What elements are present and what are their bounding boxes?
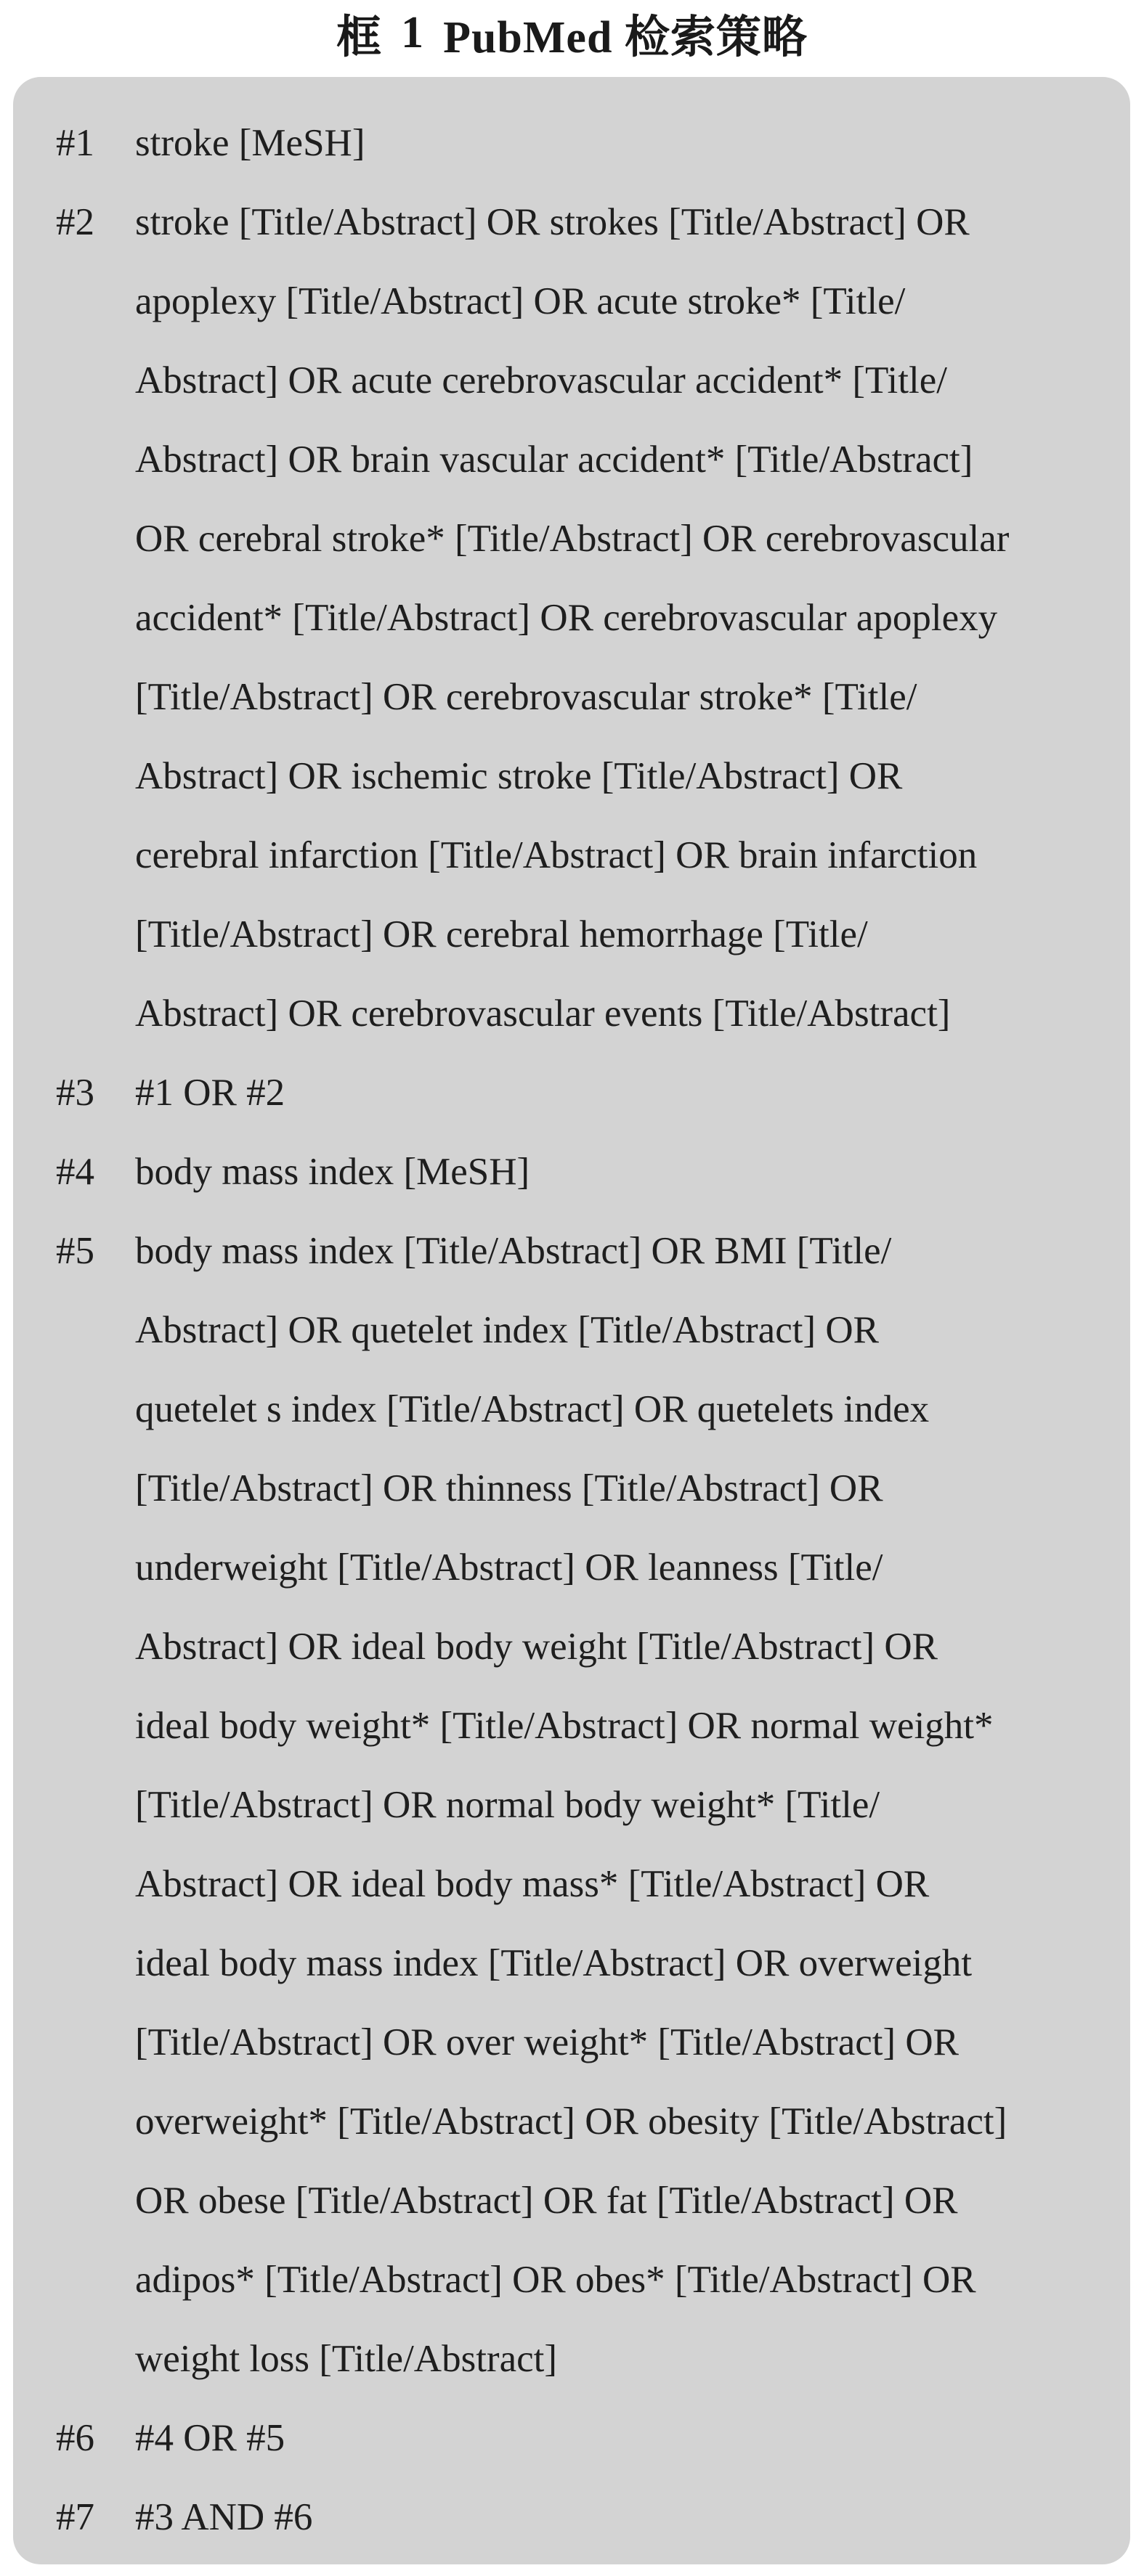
query-line: [Title/Abstract] OR thinness [Title/Abstract] OR xyxy=(135,1467,883,1509)
query-line: Abstract] OR ischemic stroke [Title/Abstract] OR xyxy=(135,755,903,797)
query-line: Abstract] OR brain vascular accident* [Title/Abstract] xyxy=(135,439,973,481)
search-step-query xyxy=(135,2399,1101,2478)
search-step-query xyxy=(135,183,1101,1053)
query-line: quetelet s index [Title/Abstract] OR quetelets index xyxy=(135,1388,930,1430)
query-line: #4 OR #5 xyxy=(135,2417,285,2459)
query-line: #3 AND #6 xyxy=(135,2496,313,2538)
search-step-query xyxy=(135,1133,1101,1212)
search-step-number: #3 xyxy=(56,1072,94,1114)
query-line: #1 OR #2 xyxy=(135,1072,285,1114)
query-line: Abstract] OR acute cerebrovascular accident* [Title/ xyxy=(135,359,947,402)
query-line: stroke [MeSH] xyxy=(135,122,365,164)
query-line: OR cerebral stroke* [Title/Abstract] OR cerebrovascular xyxy=(135,518,1010,560)
query-line: ideal body mass index [Title/Abstract] OR overweight xyxy=(135,1942,973,1984)
query-line: adipos* [Title/Abstract] OR obes* [Title/Abstract] OR xyxy=(135,2259,976,2301)
search-step-query xyxy=(135,2478,1101,2557)
query-line: apoplexy [Title/Abstract] OR acute stroke* [Title/ xyxy=(135,280,906,322)
query-line: accident* [Title/Abstract] OR cerebrovascular apoplexy xyxy=(135,597,998,639)
query-line: ideal body weight* [Title/Abstract] OR normal weight* xyxy=(135,1705,994,1747)
search-step-row xyxy=(13,2478,1130,2557)
query-line: Abstract] OR ideal body weight [Title/Abstract] OR xyxy=(135,1626,938,1668)
query-line: [Title/Abstract] OR normal body weight* [Title/ xyxy=(135,1784,880,1826)
search-step-number: #7 xyxy=(56,2496,94,2538)
search-step-number: #2 xyxy=(56,201,94,243)
box-title-text: PubMed 检索策略 xyxy=(443,12,808,62)
search-step-number: #5 xyxy=(56,1230,94,1272)
search-strategy-box xyxy=(13,77,1130,2564)
query-line: Abstract] OR quetelet index [Title/Abstract] OR xyxy=(135,1309,879,1351)
query-line: overweight* [Title/Abstract] OR obesity [Title/Abstract] xyxy=(135,2100,1007,2143)
query-line: Abstract] OR ideal body mass* [Title/Abstract] OR xyxy=(135,1863,930,1905)
box-title-number: 1 xyxy=(401,7,425,57)
search-step-query xyxy=(135,1053,1101,1133)
search-step-query xyxy=(135,104,1101,183)
search-step-row xyxy=(13,2399,1130,2478)
search-step-query xyxy=(135,1212,1101,2399)
search-step-row xyxy=(13,1053,1130,1133)
search-step-row xyxy=(13,1133,1130,1212)
box-title xyxy=(0,0,1144,65)
search-step-row xyxy=(13,104,1130,183)
query-line: stroke [Title/Abstract] OR strokes [Title/Abstract] OR xyxy=(135,201,970,243)
query-line: Abstract] OR cerebrovascular events [Title/Abstract] xyxy=(135,993,951,1035)
search-step-number: #4 xyxy=(56,1151,94,1193)
search-step-number: #6 xyxy=(56,2417,94,2459)
query-line: underweight [Title/Abstract] OR leanness [Title/ xyxy=(135,1546,883,1589)
box-title-label: 框 xyxy=(336,12,383,62)
query-line: OR obese [Title/Abstract] OR fat [Title/Abstract] OR xyxy=(135,2180,958,2222)
query-line: body mass index [Title/Abstract] OR BMI [Title/ xyxy=(135,1230,892,1272)
query-line: cerebral infarction [Title/Abstract] OR brain infarction xyxy=(135,834,978,876)
query-line: [Title/Abstract] OR cerebrovascular stroke* [Title/ xyxy=(135,676,917,718)
search-step-row xyxy=(13,1212,1130,2399)
search-step-row xyxy=(13,183,1130,1053)
query-line: body mass index [MeSH] xyxy=(135,1151,530,1193)
search-step-number: #1 xyxy=(56,122,94,164)
query-line: [Title/Abstract] OR cerebral hemorrhage [Title/ xyxy=(135,913,868,955)
query-line: weight loss [Title/Abstract] xyxy=(135,2338,558,2380)
query-line: [Title/Abstract] OR over weight* [Title/Abstract] OR xyxy=(135,2021,959,2063)
